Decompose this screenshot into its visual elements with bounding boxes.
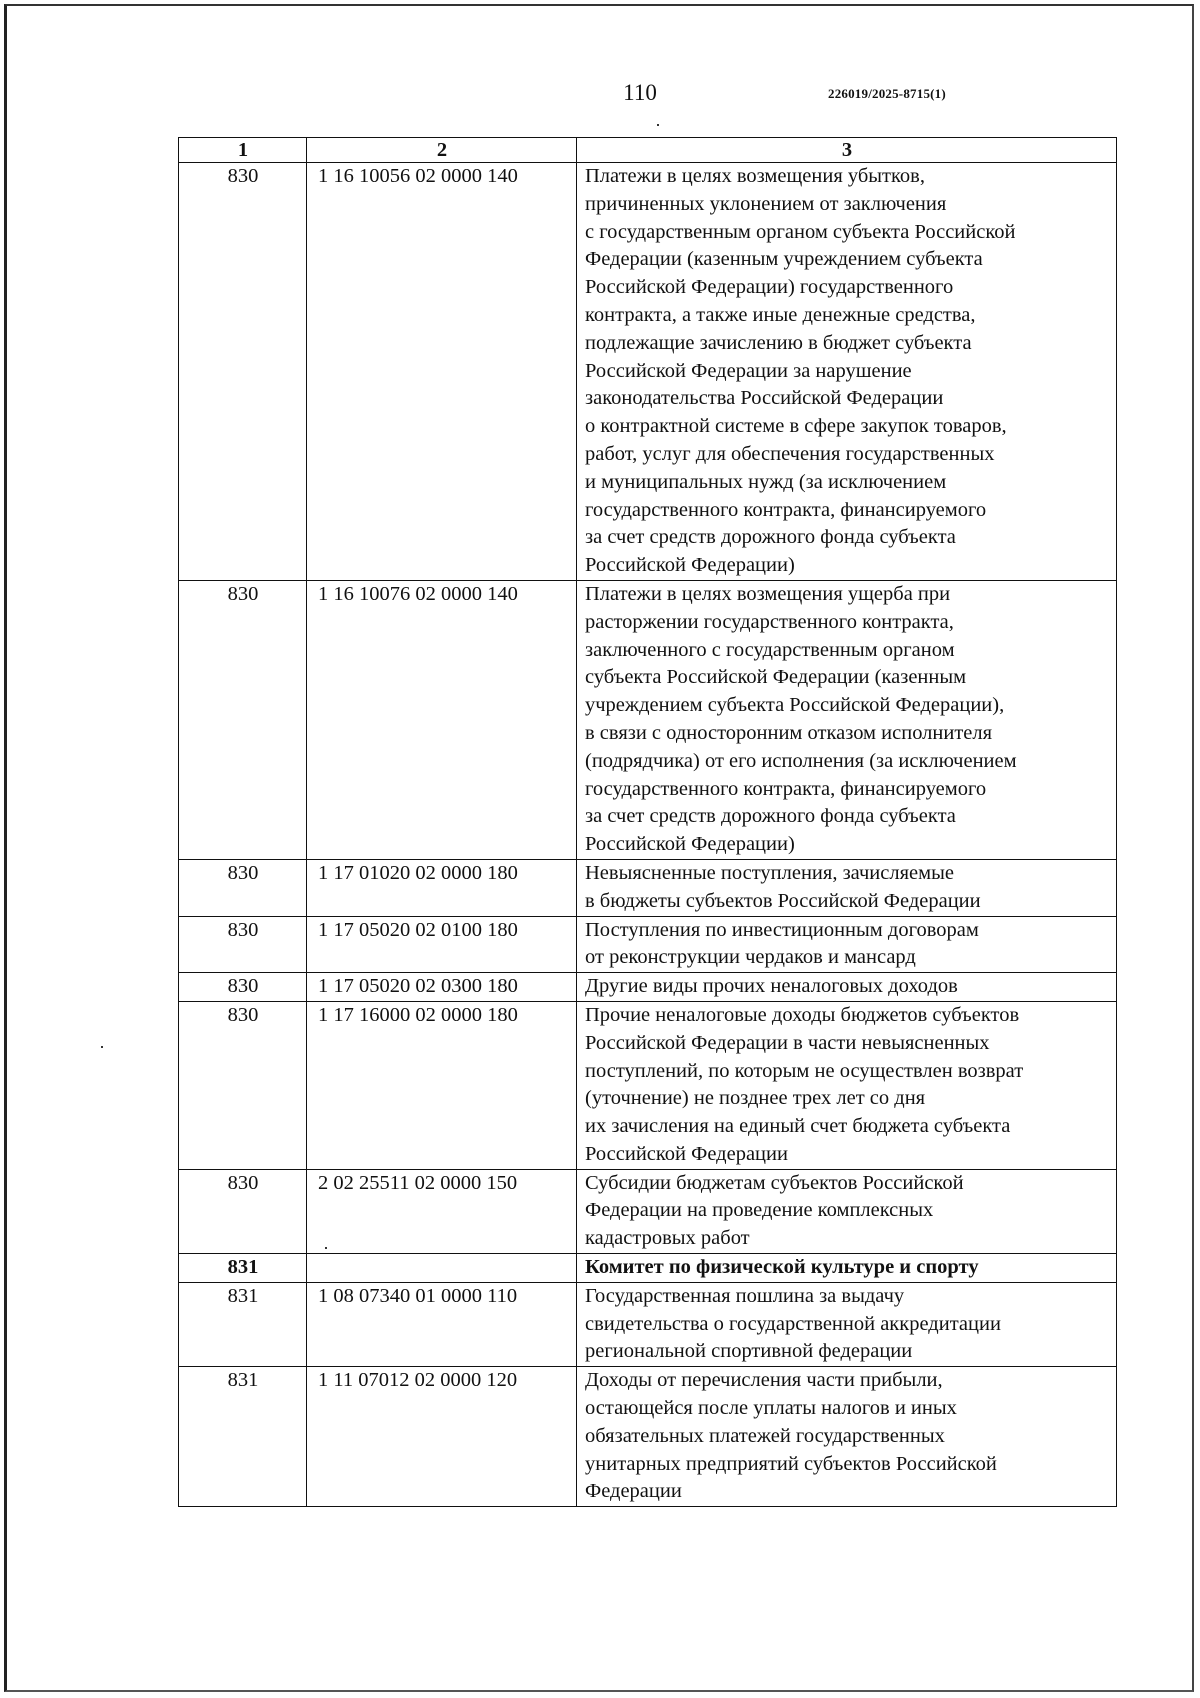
table-row <box>179 859 1117 916</box>
description-line: в связи с односторонним отказом исполнителя <box>585 721 993 744</box>
budget-codes-table <box>178 137 1117 1507</box>
description-line: Комитет по физической культуре и спорту <box>585 1256 979 1279</box>
description-line: Российской Федерации) <box>585 833 795 856</box>
budget-classification-code-cell: 1 17 16000 02 0000 180 <box>307 1001 577 1169</box>
income-description-cell <box>577 973 1117 1002</box>
budget-classification-code-cell: 1 11 07012 02 0000 120 <box>307 1367 577 1507</box>
description-line: поступлений, по которым не осуществлен возврат <box>585 1059 1024 1082</box>
description-line: и муниципальных нужд (за исключением <box>585 470 947 493</box>
administrator-code-cell: 830 <box>179 163 307 581</box>
description-line: о контрактной системе в сфере закупок товаров, <box>585 415 1007 438</box>
description-line: в бюджеты субъектов Российской Федерации <box>585 889 981 912</box>
administrator-code-cell: 831 <box>179 1254 307 1283</box>
budget-classification-code-cell: 1 17 05020 02 0100 180 <box>307 916 577 973</box>
description-line: за счет средств дорожного фонда субъекта <box>585 805 956 828</box>
description-line: Российской Федерации в части невыясненных <box>585 1031 990 1054</box>
administrator-code-cell: 830 <box>179 1169 307 1253</box>
description-line: унитарных предприятий субъектов Российской <box>585 1452 997 1475</box>
description-line: субъекта Российской Федерации (казенным <box>585 666 967 689</box>
description-line: (подрядчика) от его исполнения (за исключением <box>585 749 1017 772</box>
description-line: остающейся после уплаты налогов и иных <box>585 1397 957 1420</box>
administrator-code-cell: 830 <box>179 859 307 916</box>
description-line: Субсидии бюджетам субъектов Российской <box>585 1171 964 1194</box>
budget-classification-code-cell: 1 16 10076 02 0000 140 <box>307 580 577 859</box>
description-line: Другие виды прочих неналоговых доходов <box>585 975 958 998</box>
income-description-cell <box>577 1282 1117 1366</box>
description-line: контракта, а также иные денежные средства, <box>585 303 976 326</box>
budget-classification-code-cell: 1 16 10056 02 0000 140 <box>307 163 577 581</box>
budget-classification-code-cell: 1 17 05020 02 0300 180 <box>307 973 577 1002</box>
description-line: региональной спортивной федерации <box>585 1340 913 1363</box>
table-row <box>179 1367 1117 1507</box>
description-line: работ, услуг для обеспечения государственных <box>585 442 995 465</box>
budget-classification-code-cell: 2 02 25511 02 0000 150 <box>307 1169 577 1253</box>
description-line: Доходы от перечисления части прибыли, <box>585 1369 943 1392</box>
description-line: законодательства Российской Федерации <box>585 387 944 410</box>
table-row <box>179 916 1117 973</box>
administrator-code-cell: 831 <box>179 1282 307 1366</box>
description-line: Невыясненные поступления, зачисляемые <box>585 861 954 884</box>
description-line: подлежащие зачислению в бюджет субъекта <box>585 331 972 354</box>
budget-classification-code-cell <box>307 1254 577 1283</box>
description-line: Поступления по инвестиционным договорам <box>585 918 979 941</box>
description-line: Федерации (казенным учреждением субъекта <box>585 248 983 271</box>
income-description-cell <box>577 916 1117 973</box>
description-line: Российской Федерации за нарушение <box>585 359 912 382</box>
description-line: кадастровых работ <box>585 1227 750 1250</box>
table-row <box>179 163 1117 581</box>
description-line: государственного контракта, финансируемого <box>585 498 987 521</box>
income-description-cell <box>577 1169 1117 1253</box>
section-row <box>179 1254 1117 1283</box>
description-line: причиненных уклонением от заключения <box>585 192 947 215</box>
page-number: 110 <box>623 80 657 105</box>
column-header-3: 3 <box>577 138 1117 163</box>
description-line: за счет средств дорожного фонда субъекта <box>585 526 956 549</box>
administrator-code-cell: 830 <box>179 1001 307 1169</box>
description-line: Платежи в целях возмещения ущерба при <box>585 582 951 605</box>
description-line: их зачисления на единый счет бюджета субъекта <box>585 1115 1011 1138</box>
description-line: Федерации на проведение комплексных <box>585 1199 934 1222</box>
description-line: Государственная пошлина за выдачу <box>585 1284 905 1307</box>
description-line: от реконструкции чердаков и мансард <box>585 946 916 969</box>
table-row <box>179 1001 1117 1169</box>
income-description-cell <box>577 1254 1117 1283</box>
income-description-cell <box>577 859 1117 916</box>
description-line: Прочие неналоговые доходы бюджетов субъектов <box>585 1003 1020 1026</box>
description-line: свидетельства о государственной аккредитации <box>585 1312 1001 1335</box>
administrator-code-cell: 830 <box>179 916 307 973</box>
table-row <box>179 580 1117 859</box>
table-row <box>179 1169 1117 1253</box>
budget-classification-code-cell: 1 17 01020 02 0000 180 <box>307 859 577 916</box>
income-description-cell <box>577 1367 1117 1507</box>
income-description-cell <box>577 580 1117 859</box>
description-line: с государственным органом субъекта Российской <box>585 220 1016 243</box>
administrator-code-cell: 830 <box>179 973 307 1002</box>
description-line: заключенного с государственным органом <box>585 638 955 661</box>
description-line: (уточнение) не позднее трех лет со дня <box>585 1087 926 1110</box>
description-line: Платежи в целях возмещения убытков, <box>585 165 925 187</box>
description-line: Российской Федерации) государственного <box>585 276 954 299</box>
administrator-code-cell: 830 <box>179 580 307 859</box>
column-header-2: 2 <box>307 138 577 163</box>
table-row <box>179 1282 1117 1366</box>
description-line: расторжении государственного контракта, <box>585 610 954 633</box>
scan-speck <box>101 1046 103 1048</box>
description-line: Российской Федерации <box>585 1142 788 1165</box>
description-line: обязательных платежей государственных <box>585 1424 945 1447</box>
document-reference: 226019/2025-8715(1) <box>828 86 946 101</box>
description-line: государственного контракта, финансируемого <box>585 777 987 800</box>
table-header-row <box>179 138 1117 163</box>
administrator-code-cell: 831 <box>179 1367 307 1507</box>
budget-classification-code-cell: 1 08 07340 01 0000 110 <box>307 1282 577 1366</box>
description-line: Федерации <box>585 1480 682 1503</box>
scan-speck <box>657 124 659 126</box>
income-description-cell <box>577 1001 1117 1169</box>
column-header-1: 1 <box>179 138 307 163</box>
table-row <box>179 973 1117 1002</box>
description-line: учреждением субъекта Российской Федерации), <box>585 694 1005 717</box>
income-description-cell <box>577 163 1117 581</box>
description-line: Российской Федерации) <box>585 554 795 577</box>
